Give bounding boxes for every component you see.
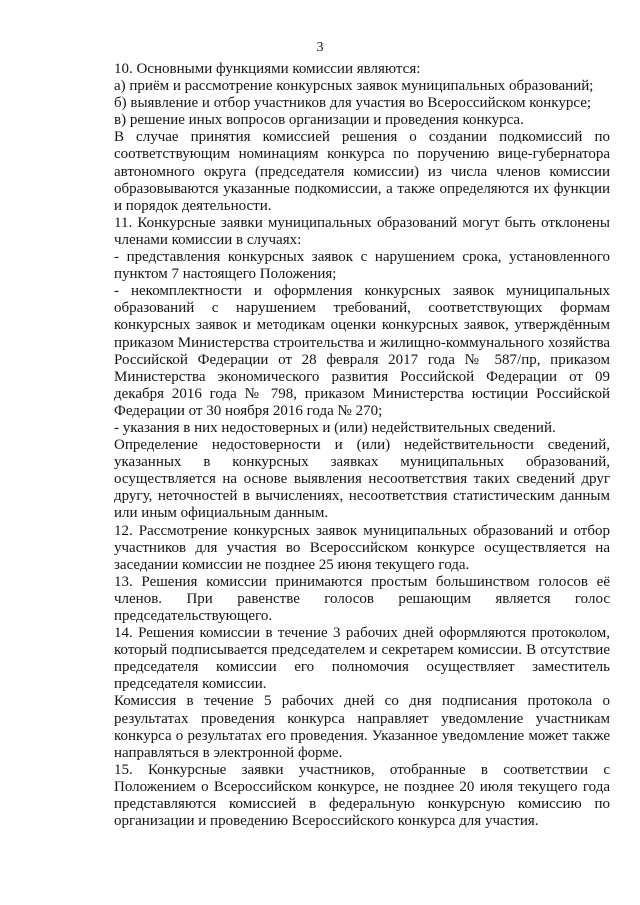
- paragraph-14: 14. Решения комиссии в течение 3 рабочих дней оформляются протоколом, который подписывается председателем и секретарем комиссии. В отсутствие председателя комиссии его полномочия осуществляет заместитель председателя комиссии.: [114, 625, 610, 693]
- paragraph-12: 12. Рассмотрение конкурсных заявок муниципальных образований и отбор участников для участия во Всероссийском конкурсе осуществляется на заседании комиссии не позднее 25 июня текущего года.: [114, 522, 610, 573]
- document-body: [114, 61, 610, 830]
- paragraph-13: 13. Решения комиссии принимаются простым большинством голосов её членов. При равенстве голосов решающим является голос председательствующего.: [114, 573, 610, 624]
- paragraph-subcommissions: В случае принятия комиссией решения о создании подкомиссий по соответствующим номинациям конкурса по поручению вице-губернатора автономного округа (председателя комиссии) из числа членов комиссии образовываются указанные подкомиссии, а также определяются их функции и порядок деятельности.: [114, 129, 610, 214]
- rejection-reason-deadline: - представления конкурсных заявок с нарушением срока, установленного пунктом 7 настоящего Положения;: [114, 249, 610, 283]
- list-item-a: а) приём и рассмотрение конкурсных заявок муниципальных образований;: [114, 78, 594, 95]
- page-number: 3: [316, 40, 324, 55]
- paragraph-10-heading: 10. Основными функциями комиссии являются:: [114, 61, 421, 77]
- paragraph-notification: Комиссия в течение 5 рабочих дней со дня подписания протокола о результатах проведения конкурса направляет уведомление участникам конкурса о результатах его проведения. Указанное уведомление может также направляться в электронной форме.: [114, 693, 610, 761]
- paragraph-false-data-definition: Определение недостоверности и (или) недействительности сведений, указанных в конкурсных заявках муниципальных образований, осуществляется на основе выявления несоответствия таких сведений друг другу, неточностей в вычислениях, несоответствия статистическим данным или иным официальным данным.: [114, 437, 610, 522]
- paragraph-11: 11. Конкурсные заявки муниципальных образований могут быть отклонены членами комиссии в случаях:: [114, 214, 610, 248]
- rejection-reason-false-data: - указания в них недостоверных и (или) недействительных сведений.: [114, 419, 556, 436]
- paragraph-15: 15. Конкурсные заявки участников, отобранные в соответствии с Положением о Всероссийском конкурсе, не позднее 20 июля текущего года представляются комиссией в федеральную конкурсную комиссию по организации и проведению Всероссийского конкурса для участия.: [114, 761, 610, 830]
- list-item-b: б) выявление и отбор участников для участия во Всероссийском конкурсе;: [114, 95, 592, 112]
- rejection-reason-incomplete: - некомплектности и оформления конкурсных заявок муниципальных образований с нарушением требований, соответствующих формам конкурсных заявок и методикам оценки конкурсных заявок, утверждённым приказом Министерства строительства и жилищно-коммунального хозяйства Российской Федерации от 28 февраля 2017 года № 587/пр, приказом Министерства экономического развития Российской Федерации от 09 декабря 2016 года № 798, приказом Министерства юстиции Российской Федерации от 30 ноября 2016 года № 270;: [114, 283, 610, 419]
- list-item-v: в) решение иных вопросов организации и проведения конкурса.: [114, 112, 524, 129]
